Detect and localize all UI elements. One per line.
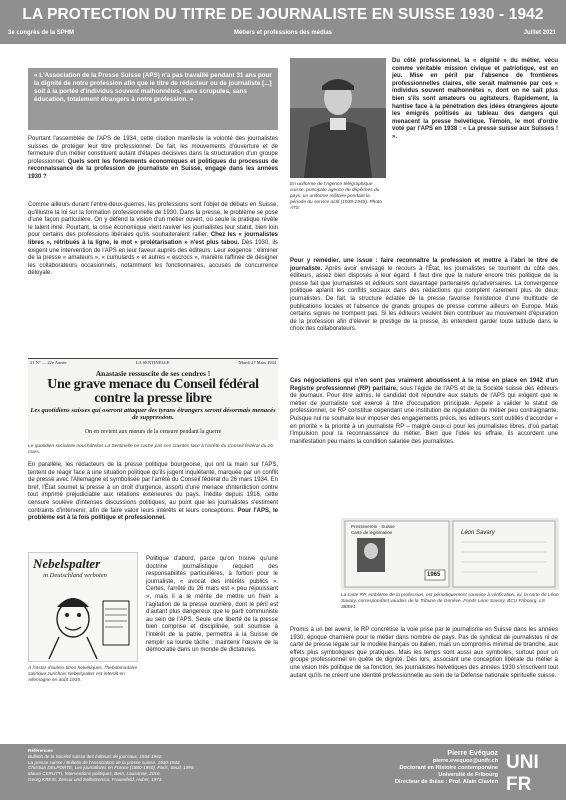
masthead-title: LA SENTINELLE xyxy=(135,360,170,365)
reference-item: Christian DELPORTE, Les journalistes en France (1880-1950), Paris, Seuil, 1999. xyxy=(28,765,195,771)
register-text: sous l'égide de l'APS et de la Société suisse des éditeurs de journaux. Pour être admis, le candidat doit répondre aux statuts de l'APS qui exigent que le métier de journaliste soit exercé à titre d'occupation principale. Appelé à valider le statut de professionnel, ce RP constitue cependant une institution de régulation du métier peu contraignante. Puisque nul ne souhaite leur imposer des engagements précis, les éditeurs sont outillés d'accorder « en priorité » la priorité à un journaliste RP – malgré ceux-ci pour les journalistes libres, d'où partait l'impulsion pour la reconnaissance du métier. Bien que l'idée les effraie, ils accordent une manifestation peu mains la condition salariée des journalistes. xyxy=(290,385,558,445)
references-title: Références xyxy=(28,748,53,753)
newspaper-kicker: Anastasie ressuscite de ses cendres ! xyxy=(95,369,211,378)
officer-photo xyxy=(290,58,386,178)
newspaper-masthead xyxy=(30,360,276,365)
dignity-text: Du côté professionnel, la « dignité » du métier, vécu comme véritable mission civique et patriotique, est en jeu. Mise en péril par l'absence de frontières professionnelles claires, elle serait malmenée par ces « individus souvent malhonnêtes », dont on ne sait plus bien s'ils sont amateurs ou agitateurs. Rapidement, la hantise face à la pénétration des idées étrangères ajoute les émigrés politisés au tableau des dangers qui menacent la presse helvétique. Témoin, le mot d'ordre voté par l'APS en 1938 : « La presse suisse aux Suisses ! ». xyxy=(392,58,558,140)
context-emphasis: Chez les « journalistes libres », rétribués à la ligne, le mot « prolétarisation » n'est plus tabou. xyxy=(28,232,279,246)
reference-item: Bulletin de la Société suisse des éditeurs de journaux, 1934-1942. xyxy=(28,753,163,759)
masthead-left: 21 N° — 22e Année xyxy=(30,360,67,365)
intro-text: Pourtant l'assemblée de l'APS de 1934, cette citation manifeste la volonté des journalistes suisses de protéger leur titre professionnel. De fait, les mouvements d'ouverture et de fermeture d'un métier constituent autant d'étapes décisives dans la structuration d'un groupe professionnel. xyxy=(28,136,278,165)
theme-label: Métiers et professions des médias xyxy=(233,30,333,36)
intro-quote: « L'Association de la Presse Suisse (APS) n'a pas travaillé pendant 31 ans pour la dignité de notre profession afin que le titre de rédacteur ou de journaliste [...] soit à la portée d'individus souvent malhonnêtes, sans scrupules, sans éducation, totalement étrangers à notre profession. » xyxy=(28,68,278,130)
conclusion-text-2: Mais les temps sont aussi aux symboles, surtout pour un groupe professionnel en quête de dignité. Dès lors, associant une conception libérale du métier à une vision très politique de sa fonction, les journalistes helvétiques des années 1930 s'inscrivent tout autant qu'ils ne créent une identité professionnelle au sein de la Défense nationale spirituelle suisse. xyxy=(290,649,558,679)
context-text: Comme ailleurs durant l'entre-deux-guerres, les professions sont l'objet de débats en Suisse, qu'illustre la loi sur la formation professionnelle de 1930. Dans la presse, le problème se pose d'une façon particulière. On y défend la vision d'un métier ouvert, où seule la pratique révèle le talent inné. Pourtant, la crise économique vient raviver les journalistes leur statut, bien loin pour certains des professions libérales qu'ils souhaiteraient rallier. xyxy=(28,202,278,239)
author-block xyxy=(330,749,498,786)
intro-paragraph xyxy=(28,136,278,182)
page-title: LA PROTECTION DU TITRE DE JOURNALISTE EN SUISSE 1930 - 1942 xyxy=(22,6,544,23)
remedy-paragraph xyxy=(290,258,558,334)
press-card-image xyxy=(341,518,559,590)
card-header-2: Carte de légitimation xyxy=(351,530,393,535)
intro-question: Quels sont les fondements économiques et politiques du processus de reconnaissance de la profession de journaliste en Suisse, engagé dans les années 1930 ? xyxy=(28,158,279,180)
svg-text:UNI: UNI xyxy=(506,752,539,773)
date-label: Juillet 2021 xyxy=(523,30,556,36)
remedy-emphasis: Pour y remédier, une issue : faire reconnaître la profession et mettre à l'abri le titre de journaliste. xyxy=(290,258,558,272)
references-block xyxy=(28,748,328,783)
newspaper-caption: Le quotidien socialiste neuchâtelois La Sentinelle ne cache pas ses craintes face à l'arrêté du Conseil fédéral du 26 mars. xyxy=(28,444,273,455)
reference-item: Georg KREIS, Zensur und Selbstzensur, Frauenfeld, Huber, 1973. xyxy=(28,776,163,782)
dignity-paragraph xyxy=(392,58,558,142)
masthead-date: Mardi 27 Mars 1934 xyxy=(238,360,276,365)
author-name: Pierre Evéquoz xyxy=(447,750,498,757)
press-card-caption: La carte RP, emblème de la profession, est périodiquement soumise à vérification, ici, la carte de Léon Savary, correspondant vaudois de la Tribune de Genève. Fonds Léon Savary, BCU Fribourg, LS 3889/1 xyxy=(341,593,559,610)
officer-caption: En uniforme de l'Agence télégraphique suisse, principale agence de dépêches du pays, un uniforme militaire pendant la période du service actif (1939-1945). Photo ATS xyxy=(290,182,382,211)
page-footer xyxy=(0,744,566,800)
conclusion-text: Promis à un bel avenir, le RP concrétise la voie prise par le journalisme en Suisse dans les années 1930, époque charnière pour le métier dans nombre de pays. Pas de syndicat de journalistes ni de carte de presse légale sur le modèle français ou italien, mais un compromis minimal de branche, aux effets plus symboliques que pratiques. xyxy=(290,627,558,656)
newspaper-clipping xyxy=(28,358,278,440)
cartoon-drawing xyxy=(29,581,137,661)
context-text-2: Dès 1930, ils exigent une intervention de l'APS en leur faveur auprès des éditeurs. Leur exigence : éliminer de la presse « amateurs », « cumulards » et autres « escrocs », manière raffinée de désigner les collaborateurs occasionnels, notamment les fonctionnaires, accusés de concurrence déloyale. xyxy=(28,239,279,277)
nebelspalter-cartoon xyxy=(28,552,138,662)
card-header-1: Presseverein · Suisse xyxy=(351,524,395,529)
congress-label: 3e congrès de la SPHM xyxy=(8,30,75,36)
author-university: Université de Fribourg xyxy=(438,772,498,778)
censorship-text: En parallèle, les rédacteurs de la presse politique bourgeoise, qui ont la main sur l'APS, tentent de réagir face à une situation politique qu'ils jugent inquiétante, marquée par un conflit de presse avec l'Allemagne et symbolisée par l'arrêté du Conseil fédéral du 26 mars 1934. En bref, l'État soumet la presse à un droit d'urgence, assorti d'une menace d'interdiction contre tout imprimé préjudiciable aux relations extérieures du pays. Inédite depuis 1916, cette censure soulève d'intenses discussions politiques, au point que les journalistes s'estiment contraints d'intervenir, afin de faire valoir leurs intérêts et leurs conceptions. xyxy=(28,462,278,514)
politics-paragraph: Politique d'abord, parce qu'on trouve qu'une doctrine journalistique requiert des responsabilités particulières, à fortiori pour le journaliste, « avocat des intérêts publics ». Certes, l'arrêté du 26 mars est « peu réjouissant », mais il a le mérite de mettre un frein à l'agitation de la presse ouvrière, dont le péril est d'autant plus dangereux que le parti communiste au sein de l'APS. Seule une liberté de la presse bien comprise et disciplinée, soit soumise à l'intérêt de la patrie, permettra à la Suisse de remplir sa lourde tâche : maintenir l'œuvre de la démocratie dans un monde de dictatures. xyxy=(146,556,278,654)
card-holder-name: Léon Savary xyxy=(461,530,495,536)
thesis-director: Directeur de thèse : Prof. Alain Clavien xyxy=(395,779,498,785)
author-email[interactable]: pierre.evequoz@unifr.ch xyxy=(432,758,498,764)
cartoon-caption: À l'instar d'autres titres helvétiques, l'hebdomadaire satirique zurichois Nebelspalter est interdit en Allemagne en août 1935. xyxy=(28,666,138,683)
censorship-paragraph xyxy=(28,462,278,523)
reference-item: La presse suisse / Bulletin de l'Association de la presse suisse, 1930-1942. xyxy=(28,759,181,765)
author-role: Doctorant en Histoire contemporaine xyxy=(399,765,498,771)
svg-text:FR: FR xyxy=(506,774,532,795)
cartoon-title: Nebelspalter xyxy=(33,556,101,571)
reference-item: Mauro CERUTTI, Interventions politiques, Bern, Lausanne, 2016. xyxy=(28,771,161,777)
censorship-emphasis: Pour l'APS, le problème est à la fois politique et professionnel. xyxy=(28,507,279,522)
unifr-logo xyxy=(506,748,558,796)
remedy-text: Après avoir envisagé le recours à l'État, les journalistes se tournent du côté des éditeurs, assez bien disposés à leur égard. Il faut dire que la nature encore très politique de la presse fait que journalistes et éditeurs sont davantage partenaires qu'adversaires. La convergence politique aplanit les conflits sociaux dans des rédactions qui comptent rarement plus de deux journalistes. De fait, la structure éclatée de la presse favorise l'existence d'une multitude de publications locales et l'absence de grands groupes de presse comme ailleurs en Europe. Mais certains signes ne trompent pas. Si les éditeurs veulent bien contribuer au mouvement d'épuration de la profession afin d'élever le prestige de la presse, ils entendent garder toute latitude dans le choix des collaborateurs. xyxy=(290,265,558,333)
newspaper-deck: Les quotidiens suisses qui oseront attaquer des tyrans étrangers seront désormais menacés de suppression. xyxy=(30,407,276,422)
register-emphasis: Ces négociations qui n'en sont pas vraiment aboutissent à la mise en place en 1942 d'un Registre professionnel (RP) paritaire, xyxy=(290,378,558,392)
officer-silhouette xyxy=(290,58,386,178)
conclusion-paragraph xyxy=(290,627,558,680)
page-header xyxy=(0,0,566,44)
context-paragraph xyxy=(28,202,278,278)
card-number: 1965 xyxy=(427,572,441,578)
register-paragraph xyxy=(290,378,558,446)
cartoon-subtitle: in Deutschland verboten xyxy=(43,572,107,579)
newspaper-headline: Une grave menace du Conseil fédéral contre la presse libre xyxy=(47,377,259,406)
newspaper-tail: On en revient aux mœurs de la censure pendant la guerre xyxy=(84,429,222,435)
